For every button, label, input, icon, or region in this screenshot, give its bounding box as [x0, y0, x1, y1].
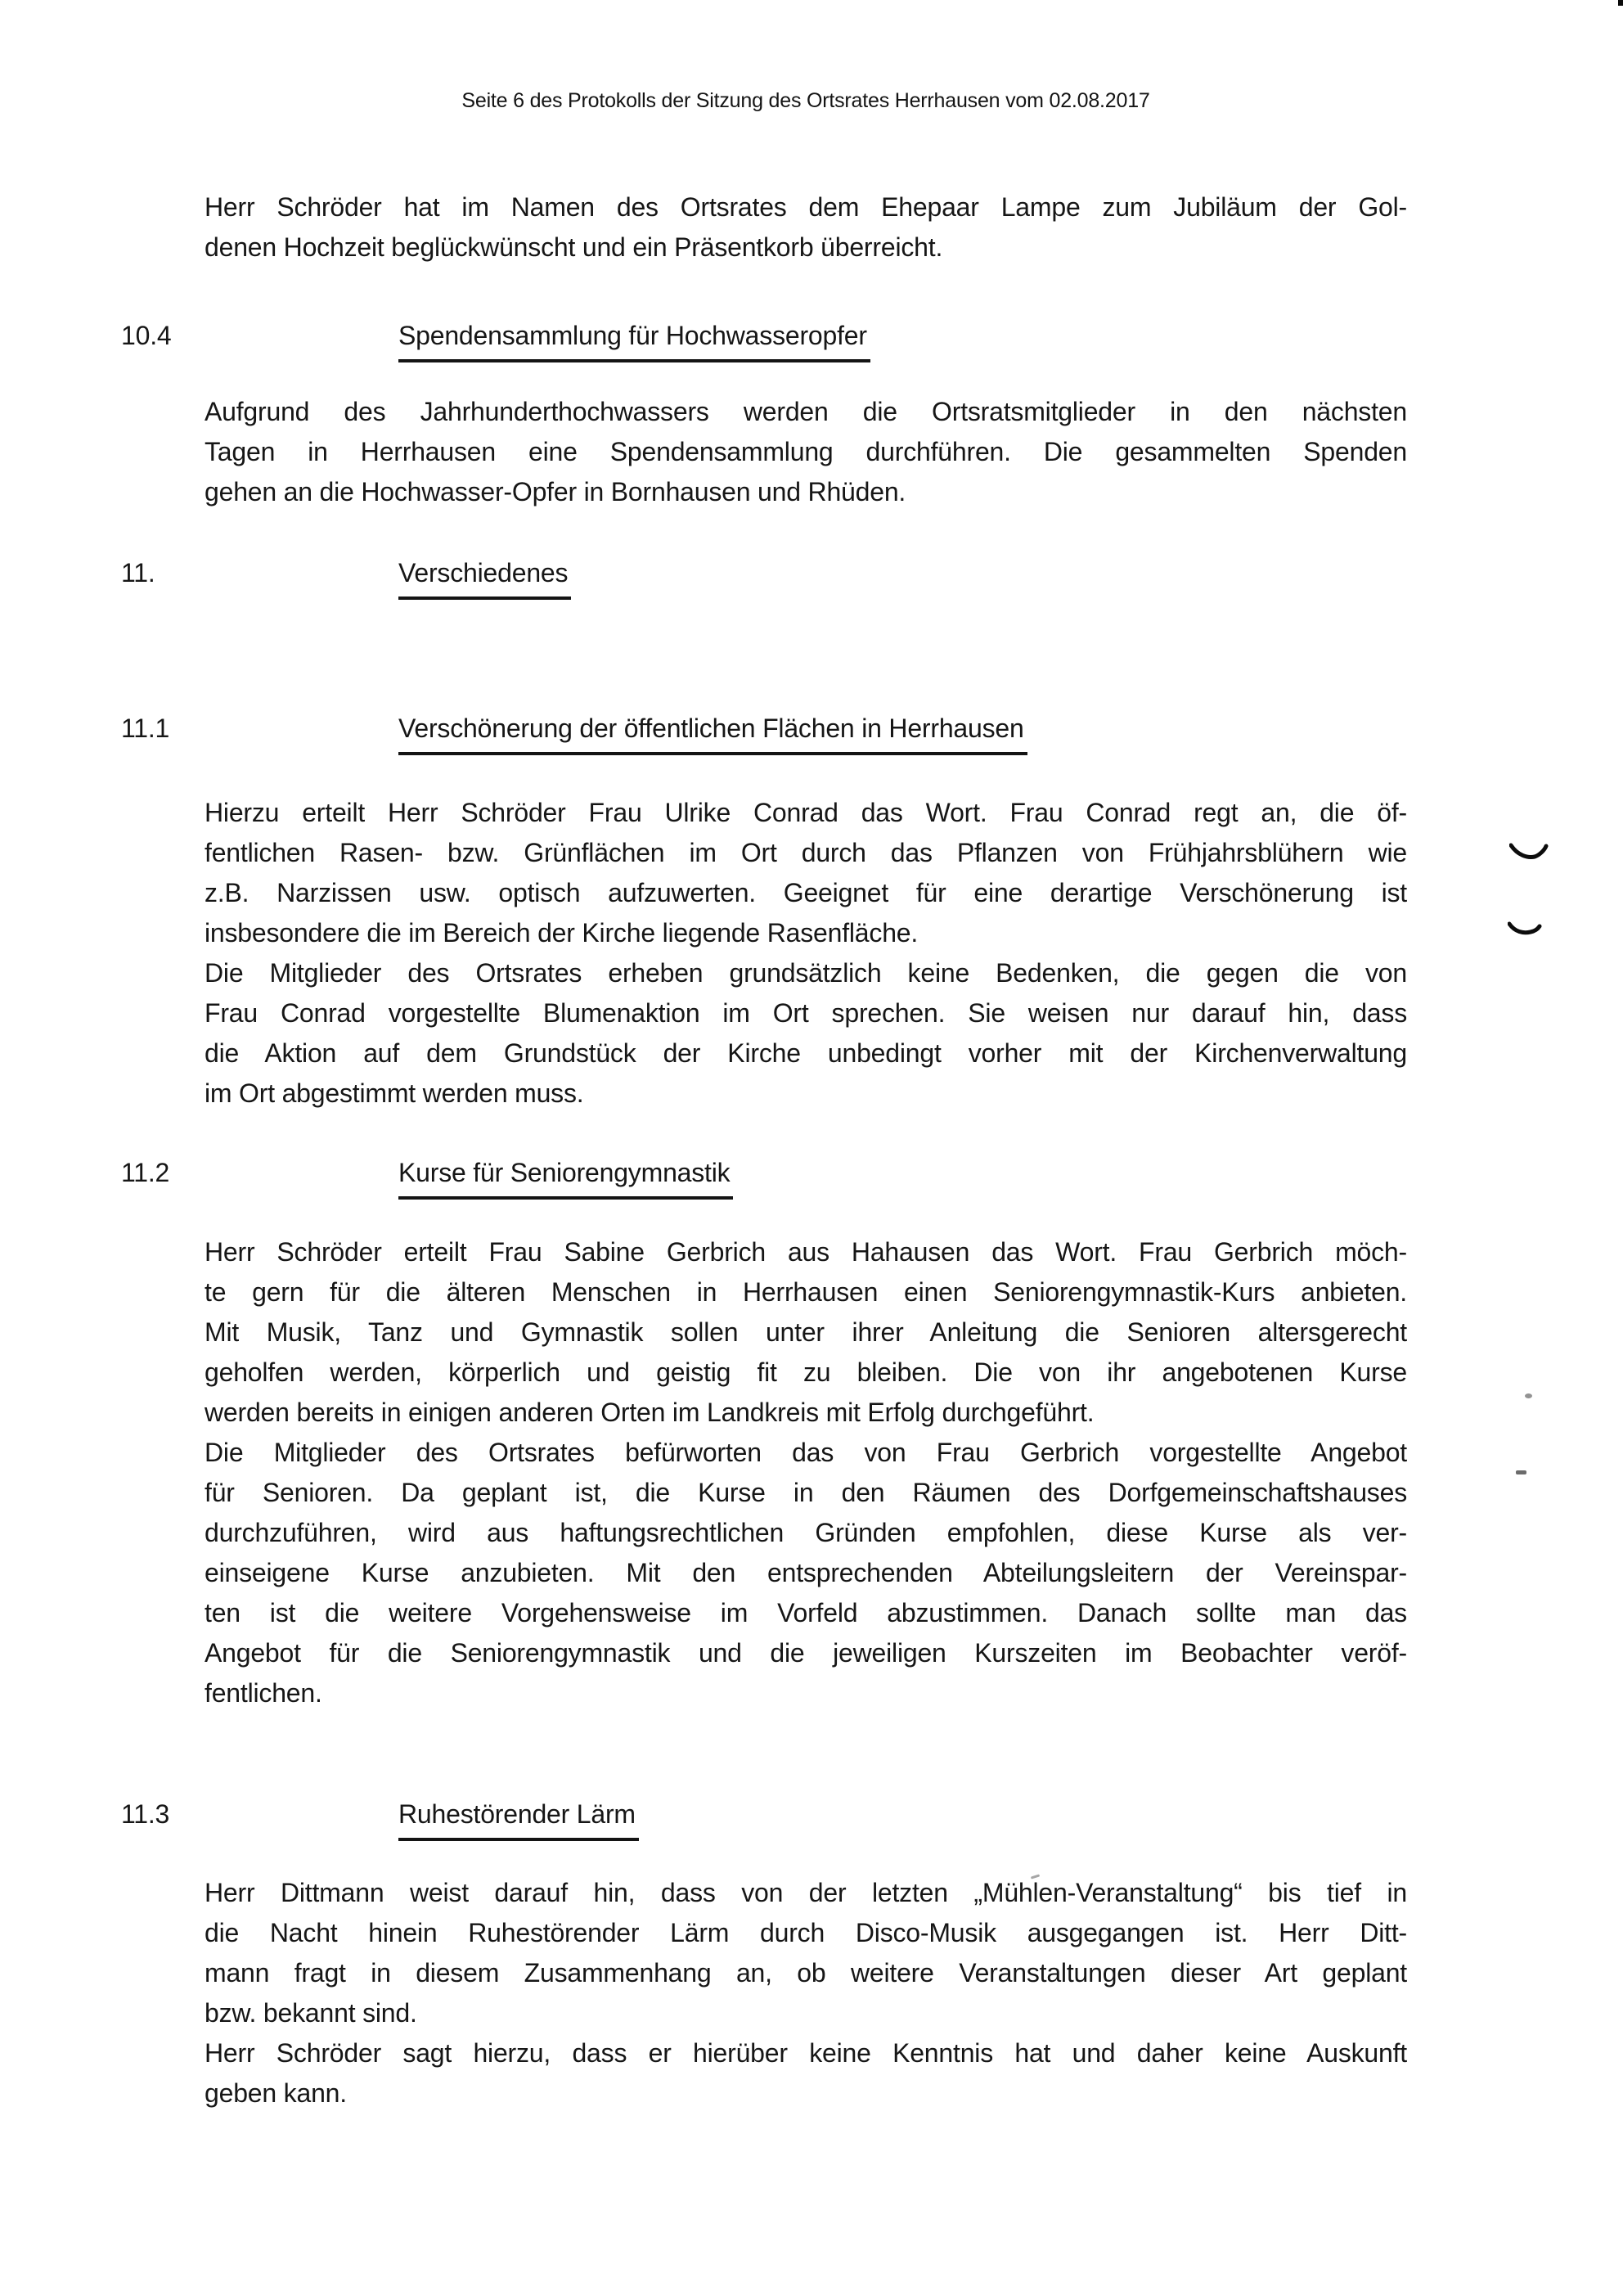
text-line: Die Mitglieder des Ortsrates befürworten das von Frau Gerbrich vorgestellte Angebot — [205, 1438, 1407, 1467]
paragraph-intro — [205, 187, 1407, 268]
section-number: 11.3 — [121, 1799, 170, 1829]
text-line: gehen an die Hochwasser-Opfer in Bornhausen und Rhüden. — [205, 477, 906, 506]
text-line: Herr Schröder hat im Namen des Ortsrates dem Ehepaar Lampe zum Jubiläum der Gol- — [205, 192, 1407, 222]
section-heading-11 — [0, 553, 1623, 593]
paragraph-11-2 — [205, 1232, 1407, 1713]
text-line: z.B. Narzissen usw. optisch aufzuwerten. Geeignet für eine derartige Verschönerung ist — [205, 878, 1407, 907]
text-line: ten ist die weitere Vorgehensweise im Vorfeld abzustimmen. Danach sollte man das — [205, 1598, 1407, 1627]
section-number: 11.2 — [121, 1158, 170, 1187]
text-line: Mit Musik, Tanz und Gymnastik sollen unter ihrer Anleitung die Senioren altersgerecht — [205, 1317, 1407, 1347]
paragraph-11-1 — [205, 793, 1407, 1114]
text-line: durchzuführen, wird aus haftungsrechtlichen Gründen empfohlen, diese Kurse als ver- — [205, 1518, 1407, 1547]
text-line: werden bereits in einigen anderen Orten im Landkreis mit Erfolg durchgeführt. — [205, 1398, 1095, 1427]
text-line: Hierzu erteilt Herr Schröder Frau Ulrike Conrad das Wort. Frau Conrad regt an, die öf- — [205, 798, 1407, 827]
text-line: für Senioren. Da geplant ist, die Kurse in den Räumen des Dorfgemeinschaftshauses — [205, 1478, 1407, 1507]
section-heading-10-4 — [0, 316, 1623, 356]
text-line: fentlichen Rasen- bzw. Grünflächen im Ort durch das Pflanzen von Frühjahrsblühern wie — [205, 838, 1407, 867]
text-line: die Nacht hinein Ruhestörender Lärm durch Disco-Musik ausgegangen ist. Herr Ditt- — [205, 1918, 1407, 1947]
paragraph-10-4 — [205, 392, 1407, 512]
scan-speck — [1516, 1470, 1526, 1474]
text-line: te gern für die älteren Menschen in Herrhausen einen Seniorengymnastik-Kurs anbieten. — [205, 1277, 1407, 1307]
text-line: bzw. bekannt sind. — [205, 1998, 417, 2028]
text-line: einseigene Kurse anzubieten. Mit den entsprechenden Abteilungsleitern der Vereinspar- — [205, 1558, 1407, 1587]
paragraph-11-3 — [205, 1873, 1407, 2114]
text-line: Aufgrund des Jahrhunderthochwassers werden die Ortsratsmitglieder in den nächsten — [205, 397, 1407, 426]
section-title: Ruhestörender Lärm — [398, 1794, 639, 1841]
text-line: fentlichen. — [205, 1678, 322, 1708]
text-line: Herr Schröder sagt hierzu, dass er hierüber keine Kenntnis hat und daher keine Auskunft — [205, 2038, 1407, 2068]
text-line: Angebot für die Seniorengymnastik und die jeweiligen Kurszeiten im Beobachter veröf- — [205, 1638, 1407, 1668]
text-line: Herr Dittmann weist darauf hin, dass von der letzten „Mühlen-Veranstaltung“ bis tief in — [205, 1878, 1407, 1907]
section-heading-11-1 — [0, 709, 1623, 749]
text-line: die Aktion auf dem Grundstück der Kirche unbedingt vorher mit der Kirchenverwaltung — [205, 1038, 1407, 1068]
section-title: Spendensammlung für Hochwasseropfer — [398, 316, 870, 362]
running-head: Seite 6 des Protokolls der Sitzung des Ortsrates Herrhausen vom 02.08.2017 — [461, 89, 1150, 112]
section-number: 11.1 — [121, 714, 170, 743]
text-line: Herr Schröder erteilt Frau Sabine Gerbrich aus Hahausen das Wort. Frau Gerbrich möch- — [205, 1237, 1407, 1267]
text-line: Tagen in Herrhausen eine Spendensammlung durchführen. Die gesammelten Spenden — [205, 437, 1407, 466]
scan-speck — [1525, 1393, 1532, 1398]
scan-corner-artifact — [1618, 0, 1623, 6]
text-line: Die Mitglieder des Ortsrates erheben grundsätzlich keine Bedenken, die gegen die von — [205, 958, 1407, 988]
text-line: geholfen werden, körperlich und geistig fit zu bleiben. Die von ihr angebotenen Kurse — [205, 1357, 1407, 1387]
text-line: Frau Conrad vorgestellte Blumenaktion im Ort sprechen. Sie weisen nur darauf hin, dass — [205, 998, 1407, 1028]
pen-tick-icon — [1509, 840, 1549, 864]
text-line: insbesondere die im Bereich der Kirche liegende Rasenfläche. — [205, 918, 919, 948]
text-line: mann fragt in diesem Zusammenhang an, ob weitere Veranstaltungen dieser Art geplant — [205, 1958, 1407, 1988]
text-line: geben kann. — [205, 2078, 347, 2108]
text-line: denen Hochzeit beglückwünscht und ein Präsentkorb überreicht. — [205, 232, 943, 262]
section-title: Kurse für Seniorengymnastik — [398, 1153, 733, 1200]
section-title: Verschönerung der öffentlichen Flächen in Herrhausen — [398, 709, 1027, 755]
text-line: im Ort abgestimmt werden muss. — [205, 1078, 584, 1108]
pen-tick-icon — [1508, 916, 1542, 939]
section-number: 11. — [121, 558, 155, 588]
section-title: Verschiedenes — [398, 553, 571, 600]
section-number: 10.4 — [121, 321, 172, 350]
section-heading-11-3 — [0, 1794, 1623, 1835]
section-heading-11-2 — [0, 1153, 1623, 1193]
